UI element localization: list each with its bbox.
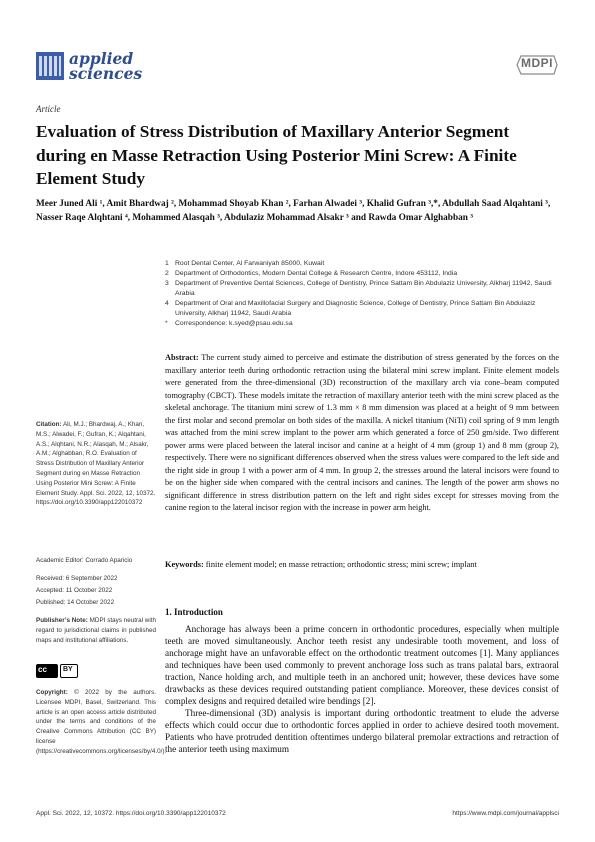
publisher-note-label: Publisher’s Note:	[36, 617, 88, 624]
mdpi-logo-icon	[514, 55, 558, 75]
journal-name-line2: sciences	[69, 64, 143, 83]
affiliations	[165, 259, 565, 329]
publisher-note	[36, 616, 156, 645]
paper-title: Evaluation of Stress Distribution of Maxillary Anterior Segment during en Masse Retraction Using Posterior Mini Screw: A Finite Element Study	[36, 122, 517, 188]
creative-commons-icon[interactable]: cc	[36, 664, 58, 678]
copyright-label: Copyright:	[36, 689, 68, 696]
journal-url[interactable]: https://www.mdpi.com/journal/applsci	[452, 810, 559, 817]
paragraph: Anchorage has always been a prime concern in orthodontic procedures, especially when multiple teeth are moved simultaneously. Anchor teeth resist any undesirable tooth movement, and loss of anchorage might have an unfavorable effect on the orthodontic treatment outcomes [1]. Many appliances and techniques have been used commonly to prevent anchorage loss such as trans palatal bars, extraoral traction, Nance holding arch, and multiple teeth in an anchored unit; however, these devices have some drawbacks as these devices required outstanding patient compliance. Moreover, these devices consist of complex designs and required detailed wire bendings [2].	[165, 624, 559, 706]
citation-text[interactable]: Ali, M.J.; Bhardwaj, A.; Khan, M.S.; Alwadei, F.; Gufran, K.; Alqahtani, A.S.; Alqhtani, N.R.; Alasqah, M.; Alsakr, A.M.; Alghabban, R.O. Evaluation of Stress Distribution of Maxillary Anterior Segment during en Masse Retraction Using Posterior Mini Screw: A Finite Element Study. Appl. Sci. 2022, 12, 10372. https://doi.org/10.3390/app122010372	[36, 421, 156, 507]
author-list: Meer Juned Ali ¹, Amit Bhardwaj ², Mohammad Shoyab Khan ², Farhan Alwadei ³, Khalid Gufran ³,*, Abdullah Saad Alqahtani ³, Nasser Raqe Alqhtani ⁴, Mohammed Alasqah ³, Abdulaziz Mohammad Alsakr ³ and Rawda Omar Alghabban ³	[36, 199, 551, 224]
affiliation-item: 3 Department of Preventive Dental Sciences, College of Dentistry, Prince Sattam Bin Abdulaziz University, Alkharj 11942, Saudi Arabia	[165, 280, 552, 297]
citation-block	[36, 420, 156, 508]
article-type: Article	[36, 104, 61, 114]
keywords-text: finite element model; en masse retraction; orthodontic stress; mini screw; implant	[205, 560, 477, 569]
keywords	[165, 559, 559, 571]
abstract	[165, 352, 559, 515]
footer-citation[interactable]: Appl. Sci. 2022, 12, 10372. https://doi.org/10.3390/app122010372	[36, 810, 226, 817]
affiliation-item: 1 Root Dental Center, Al Farwaniyah 85000, Kuwait	[165, 260, 325, 267]
academic-editor: Academic Editor: Corrado Aparicio	[36, 557, 133, 564]
journal-logo-icon	[36, 52, 64, 80]
correspondence: * Correspondence: k.syed@psau.edu.sa	[165, 320, 293, 327]
affiliation-item: 2 Department of Orthodontics, Modern Dental College & Research Centre, Indore 453112, India	[165, 270, 458, 277]
introduction-body	[165, 623, 559, 755]
correspondence-email[interactable]: Correspondence: k.syed@psau.edu.sa	[175, 320, 293, 327]
paragraph: Three-dimensional (3D) analysis is important during orthodontic treatment to elude the adverse effects which could occur due to orthodontic forces applied in order to achieve desired tooth movement. Patients who have protruded dentition oftentimes undergo bilateral premolar extractions and retraction of the anterior teeth using maximum	[165, 708, 559, 754]
section-heading: 1. Introduction	[165, 607, 223, 617]
copyright-text: © 2022 by the authors. Licensee MDPI, Basel, Switzerland. This article is an open access article distributed under the terms and conditions of the Creative Commons Attribution (CC BY) license (https://creativecommons.org/licenses/by/4.0/).	[36, 689, 167, 755]
copyright-notice	[36, 688, 167, 757]
journal-name-line1: applied	[69, 49, 134, 68]
journal-name	[69, 51, 142, 81]
cc-by-icon[interactable]: BY	[60, 664, 78, 678]
received-date: Received: 6 September 2022	[36, 575, 118, 582]
published-date: Published: 14 October 2022	[36, 599, 115, 606]
accepted-date: Accepted: 11 October 2022	[36, 587, 113, 594]
affiliation-item: 4 Department of Oral and Maxillofacial Surgery and Diagnostic Science, College of Dentistry, Prince Sattam Bin Abdulaziz University, Alkharj 11942, Saudi Arabia	[165, 300, 536, 317]
abstract-label: Abstract:	[165, 353, 199, 362]
abstract-text: The current study aimed to perceive and estimate the distribution of stress generated by the forces on the maxillary anterior teeth during orthodontic retraction using the bilateral mini screw implant. Finite element models were generated from the three-dimensional (3D) reconstruction of the maxillary arch via cone–beam computed tomography (CBCT). These models imitate the retraction of maxillary anterior teeth with the mini screw placed as the skeletal anchorage. The titanium mini screw of 1.3 mm × 8 mm dimension was placed at a height of 9 mm between the first molar and second premolar on both sides of the maxilla. A nickel titanium (NiTi) coil spring of 9 mm length was attached from the mini screw implant to the power arm which generated a force of 250 gm/side. Two different power arms were placed between the lateral incisor and canine at a height of 4 mm (group 1) and 8 mm (group 2), respectively. There were no significant differences observed when the stress values were compared to the left side and the right side in group 1 with a power arm of 4 mm. In group 2, the stresses around the lateral incisors were found to be on the higher side when compared with the central incisors and canines. The length of the power arm shows no significant difference in stress distribution pattern on the left and right sides except for stresses moving from the canine region to the lateral incisor region with the increase in power arm height.	[165, 353, 559, 512]
citation-label: Citation:	[36, 421, 62, 428]
keywords-label: Keywords:	[165, 560, 204, 569]
publisher-name: MDPI	[521, 56, 553, 70]
publisher-note-text: MDPI stays neutral with regard to jurisdictional claims in published maps and institutional affiliations.	[36, 617, 156, 644]
